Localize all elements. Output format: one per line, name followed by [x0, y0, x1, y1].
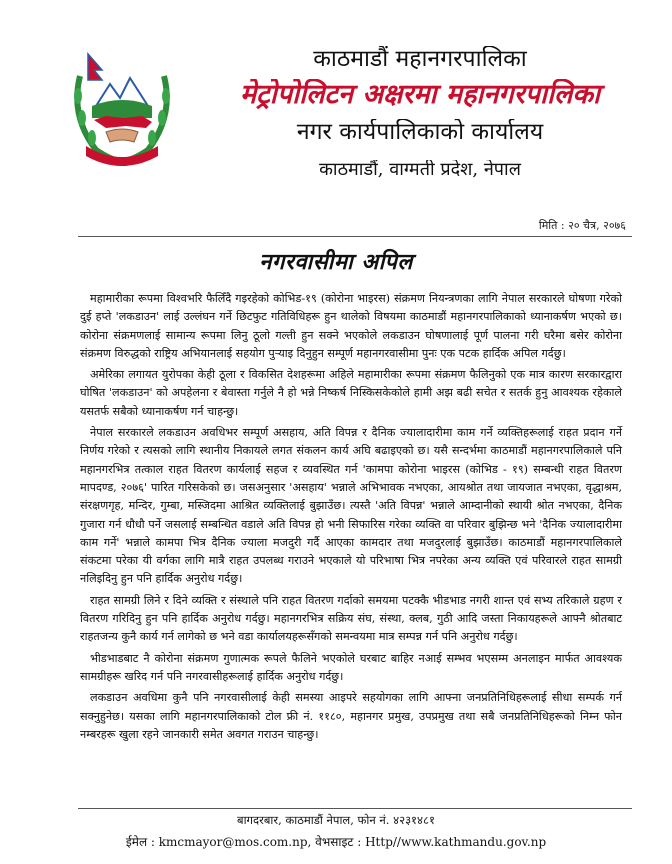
footer-divider — [78, 808, 632, 809]
paragraph: अमेरिका लगायत युरोपका केही ठूला र विकसित देशहरूमा अहिले महामारीका रूपमा संक्रमण फैलिनुको एक मात्र कारण सरकारद्वारा घोषित 'लकडाउन' को अपहेलना र बेवास्ता गर्नुले नै हो भन्ने निष्कर्ष निस्किसकेकोले हामी अझ बढी सचेत र सतर्क हुनु आवश्यक रहेकाले यसतर्फ सबैको ध्यानाकर्षण गर्न चाहन्छु। — [80, 368, 622, 418]
paragraph: लकडाउन अवधिमा कुनै पनि नगरवासीलाई केही समस्या आइपरे सहयोगका लागि आफ्ना जनप्रतिनिधिहरूलाई सीधा सम्पर्क गर्न सक्नुहुनेछ। यसका लागि महानगरपालिकाको टोल फ्री नं. ११८०, महानगर प्रमुख, उपप्रमुख तथा सबै जनप्रतिनिधिहरूको निम्न फोन नम्बरहरू खुला रहने जानकारी समेत अवगत गराउन चाहन्छु। — [80, 691, 622, 741]
letter-body — [80, 290, 622, 747]
letterhead-office-name: नगर कार्यपालिकाको कार्यालय — [296, 119, 544, 145]
letterhead-stylized-name: मेट्रोपोलिटन अक्षरमा महानगरपालिका — [240, 79, 600, 110]
paragraph: नेपाल सरकारले लकडाउन अवधिभर सम्पूर्ण असहाय, अति विपन्न र दैनिक ज्यालादारीमा काम गर्ने व्यक्तिहरूलाई राहत प्रदान गर्ने निर्णय गरेको र त्यसको लागि स्थानीय निकायले लगत संकलन कार्य अघि बढाइएको छ। यसै सन्दर्भमा काठमाडौं महानगरपालिकाले पनि महानगरभित्र तत्काल राहत वितरण कार्यलाई सहज र व्यवस्थित गर्न 'कामपा कोरोना भाइरस (कोभिड - १९) सम्बन्धी राहत वितरण मापदण्ड, २०७६' पारित गरिसकेको छ। जसअनुसार 'असहाय' भन्नाले अभिभावक नभएका, आयश्रोत तथा जायजात नभएका, वृद्धाश्रम, संरक्षणगृह, मन्दिर, गुम्बा, मस्जिदमा आश्रित व्यक्तिलाई बुझाउँछ। त्यस्तै 'अति विपन्न' भन्नाले आम्दानीको स्थायी श्रोत नभएका, दैनिक गुजारा गर्न धौधौ पर्ने जसलाई सम्बन्धित वडाले अति विपन्न हो भनी सिफारिस गरेका व्यक्ति वा परिवार बुझिन्छ भने 'दैनिक ज्यालादारीमा काम गर्ने' भन्नाले कामपा भित्र दैनिक ज्याला मजदुरी गर्दै आएका कामदार तथा मजदुरलाई बुझाउँछ। काठमाडौं महानगरपालिकाले संकटमा परेका यी वर्गका लागि मात्रै राहत उपलब्ध गराउने भएकाले यो परिभाषा भित्र नपरेका अन्य व्यक्ति एवं परिवारले राहत सामग्री नलिइदिनु हुन पनि हार्दिक अनुरोध गर्दछु। — [80, 426, 622, 586]
page-title: नगरवासीमा अपिल — [259, 249, 413, 275]
letterhead-address: काठमाडौं, वाग्मती प्रदेश, नेपाल — [319, 160, 521, 180]
header-divider — [78, 236, 632, 237]
paragraph: राहत सामग्री लिने र दिने व्यक्ति र संस्थाले पनि राहत वितरण गर्दाको समयमा पटक्कै भीडभाड नगरी शान्त एवं सभ्य तरिकाले ग्रहण र वितरण गरिदिनु हुन पनि हार्दिक अनुरोध गर्दछु। महानगरभित्र सक्रिय संघ, संस्था, क्लब, गुठी आदि जस्ता निकायहरूले आफ्नै श्रोतबाट राहतजन्य कुनै कार्य गर्न लागेको छ भने वडा कार्यालयहरूसँगको समन्वयमा मात्र सम्पन्न गर्न पनि अनुरोध गर्दछु। — [80, 593, 622, 644]
paragraph: महामारीका रूपमा विश्वभरि फैलिँदै गइरहेको कोभिड-१९ (कोरोना भाइरस) संक्रमण नियन्त्रणका लागि नेपाल सरकारले घोषणा गरेको दुई हप्ते 'लकडाउन' लाई उल्लंघन गर्ने छिटफुट गतिविधिहरू हुन थालेको विषयमा काठमाडौं महानगरपालिकाको ध्यानाकर्षण भएको छ। कोरोना संक्रमणलाई सामान्य रूपमा लिनु ठूलो गल्ती हुन सक्ने भएकोले लकडाउन घोषणालाई पूर्ण पालना गरी घरैमा बसेर कोरोना संक्रमण विरुद्धको राष्ट्रिय अभियानलाई सहयोग पुऱ्याइ दिनुहुन सम्पूर्ण महानगरवासीमा पुनः एक पटक हार्दिक अपिल गर्दछु। — [80, 292, 622, 360]
letter-date: मिति : २० चैत्र, २०७६ — [538, 219, 626, 232]
footer-address: बागदरबार, काठमाडौं नेपाल, फोन नं. ४२३१४८१ — [237, 813, 435, 827]
paragraph: भीडभाडबाट नै कोरोना संक्रमण गुणात्मक रूपले फैलिने भएकोले घरबाट बाहिर नआई सम्भव भएसम्म अनलाइन मार्फत आवश्यक सामग्रीहरू खरिद गर्न पनि नगरवासीहरूलाई हार्दिक अनुरोध गर्दछु। — [80, 651, 622, 683]
nepal-government-emblem-icon — [66, 46, 178, 166]
footer-contact: ईमेल : kmcmayor@mos.com.np, वेभसाइट : Http//www.kathmandu.gov.np — [125, 835, 547, 849]
letterhead-municipality-name: काठमाडौं महानगरपालिका — [313, 46, 527, 72]
